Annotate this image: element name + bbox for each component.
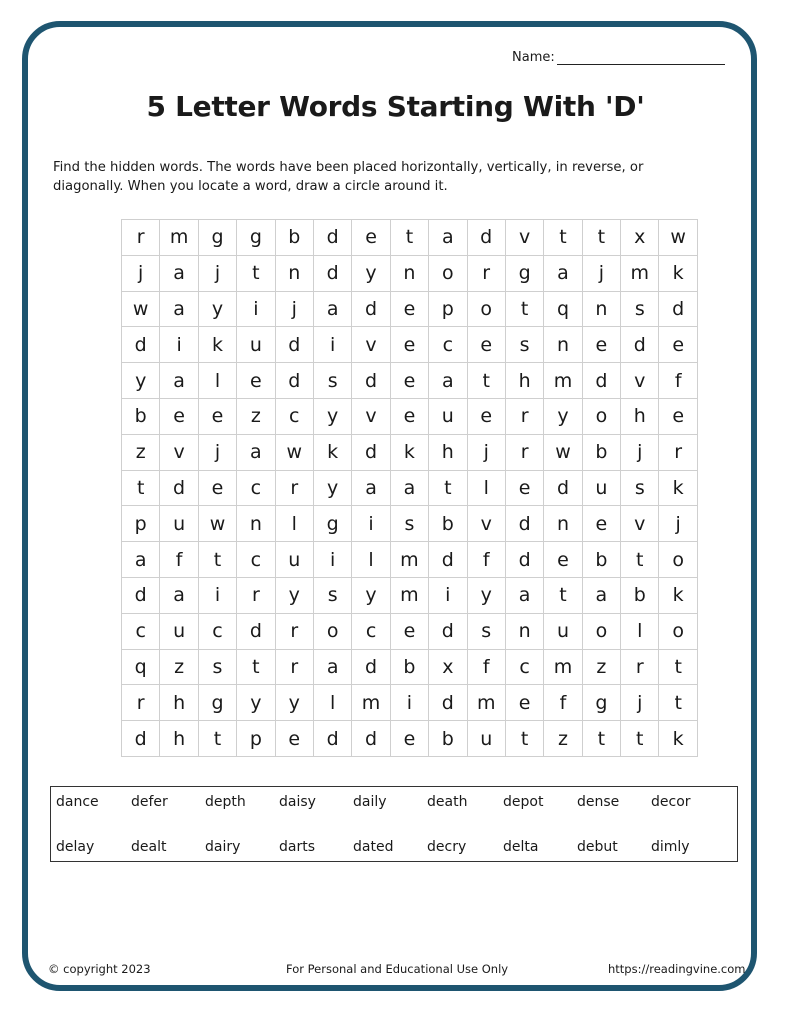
- grid-cell[interactable]: i: [352, 506, 390, 542]
- grid-cell[interactable]: g: [198, 220, 236, 256]
- grid-cell[interactable]: f: [544, 685, 582, 721]
- page-title: 5 Letter Words Starting With 'D': [146, 90, 645, 123]
- grid-cell[interactable]: o: [582, 398, 620, 434]
- grid-cell[interactable]: e: [659, 327, 697, 363]
- grid-cell[interactable]: e: [505, 685, 543, 721]
- grid-cell[interactable]: b: [122, 398, 160, 434]
- grid-cell[interactable]: p: [122, 506, 160, 542]
- grid-cell[interactable]: t: [505, 291, 543, 327]
- grid-cell[interactable]: y: [352, 255, 390, 291]
- grid-cell[interactable]: v: [621, 506, 659, 542]
- grid-cell[interactable]: e: [198, 398, 236, 434]
- grid-cell[interactable]: g: [582, 685, 620, 721]
- grid-cell[interactable]: n: [390, 255, 428, 291]
- grid-cell[interactable]: r: [275, 613, 313, 649]
- grid-cell[interactable]: b: [582, 434, 620, 470]
- grid-cell[interactable]: d: [122, 721, 160, 757]
- word-list-item: dealt: [131, 839, 167, 855]
- word-list-item: debut: [577, 839, 618, 855]
- grid-cell[interactable]: y: [313, 398, 351, 434]
- grid-cell[interactable]: a: [429, 363, 467, 399]
- grid-row: [122, 685, 698, 721]
- grid-cell[interactable]: a: [160, 291, 198, 327]
- grid-cell[interactable]: e: [659, 398, 697, 434]
- grid-cell[interactable]: e: [544, 542, 582, 578]
- grid-cell[interactable]: t: [659, 685, 697, 721]
- name-field[interactable]: [512, 50, 725, 65]
- grid-cell[interactable]: k: [659, 470, 697, 506]
- grid-cell[interactable]: r: [467, 255, 505, 291]
- grid-cell[interactable]: p: [429, 291, 467, 327]
- grid-cell[interactable]: k: [390, 434, 428, 470]
- grid-cell[interactable]: s: [505, 327, 543, 363]
- grid-cell[interactable]: j: [621, 434, 659, 470]
- grid-cell[interactable]: l: [275, 506, 313, 542]
- grid-cell[interactable]: s: [198, 649, 236, 685]
- grid-cell[interactable]: h: [160, 685, 198, 721]
- grid-cell[interactable]: j: [621, 685, 659, 721]
- grid-cell[interactable]: f: [659, 363, 697, 399]
- grid-cell[interactable]: w: [544, 434, 582, 470]
- grid-cell[interactable]: r: [505, 434, 543, 470]
- grid-cell[interactable]: i: [237, 291, 275, 327]
- grid-cell[interactable]: j: [122, 255, 160, 291]
- grid-cell[interactable]: u: [429, 398, 467, 434]
- grid-row: [122, 506, 698, 542]
- grid-cell[interactable]: c: [352, 613, 390, 649]
- grid-cell[interactable]: n: [544, 327, 582, 363]
- grid-cell[interactable]: t: [390, 220, 428, 256]
- grid-cell[interactable]: y: [198, 291, 236, 327]
- grid-cell[interactable]: m: [352, 685, 390, 721]
- grid-cell[interactable]: t: [505, 721, 543, 757]
- grid-cell[interactable]: a: [544, 255, 582, 291]
- grid-cell[interactable]: t: [237, 649, 275, 685]
- word-list-item: decry: [427, 839, 467, 855]
- grid-cell[interactable]: i: [390, 685, 428, 721]
- grid-cell[interactable]: d: [313, 255, 351, 291]
- grid-cell[interactable]: t: [198, 721, 236, 757]
- grid-cell[interactable]: e: [467, 327, 505, 363]
- grid-cell[interactable]: l: [352, 542, 390, 578]
- grid-cell[interactable]: e: [390, 327, 428, 363]
- grid-cell[interactable]: j: [582, 255, 620, 291]
- grid-cell[interactable]: o: [582, 613, 620, 649]
- grid-cell[interactable]: v: [505, 220, 543, 256]
- word-list-item: dated: [353, 839, 394, 855]
- grid-cell[interactable]: j: [659, 506, 697, 542]
- grid-cell[interactable]: v: [352, 327, 390, 363]
- grid-cell[interactable]: e: [352, 220, 390, 256]
- grid-cell[interactable]: c: [122, 613, 160, 649]
- grid-cell[interactable]: e: [467, 398, 505, 434]
- grid-cell[interactable]: c: [198, 613, 236, 649]
- word-list-item: depth: [205, 794, 246, 810]
- grid-cell[interactable]: d: [352, 721, 390, 757]
- grid-cell[interactable]: d: [429, 542, 467, 578]
- grid-cell[interactable]: k: [313, 434, 351, 470]
- grid-cell[interactable]: z: [160, 649, 198, 685]
- instructions: Find the hidden words. The words have been placed horizontally, vertically, in reverse, or diagonally. When you locate a word, draw a circle around it.: [53, 160, 644, 194]
- grid-cell[interactable]: e: [582, 506, 620, 542]
- grid-cell[interactable]: r: [122, 685, 160, 721]
- footer-copyright: © copyright 2023: [48, 962, 151, 976]
- grid-cell[interactable]: n: [582, 291, 620, 327]
- grid-cell[interactable]: d: [237, 613, 275, 649]
- grid-row: [122, 255, 698, 291]
- grid-cell[interactable]: y: [352, 577, 390, 613]
- grid-cell[interactable]: y: [275, 577, 313, 613]
- grid-cell[interactable]: t: [582, 220, 620, 256]
- grid-cell[interactable]: n: [237, 506, 275, 542]
- grid-cell[interactable]: b: [582, 542, 620, 578]
- grid-cell[interactable]: y: [275, 685, 313, 721]
- grid-row: [122, 613, 698, 649]
- grid-cell[interactable]: q: [544, 291, 582, 327]
- grid-cell[interactable]: i: [313, 327, 351, 363]
- word-search-grid: [121, 219, 698, 757]
- grid-cell[interactable]: s: [390, 506, 428, 542]
- word-list-item: dimly: [651, 839, 690, 855]
- grid-cell[interactable]: d: [505, 506, 543, 542]
- grid-cell[interactable]: o: [429, 255, 467, 291]
- grid-cell[interactable]: b: [429, 506, 467, 542]
- grid-cell[interactable]: d: [313, 220, 351, 256]
- word-list-item: dense: [577, 794, 620, 810]
- grid-cell[interactable]: l: [621, 613, 659, 649]
- grid-cell[interactable]: u: [275, 542, 313, 578]
- grid-cell[interactable]: a: [390, 470, 428, 506]
- grid-cell[interactable]: i: [313, 542, 351, 578]
- grid-cell[interactable]: y: [313, 470, 351, 506]
- grid-cell[interactable]: z: [237, 398, 275, 434]
- grid-cell[interactable]: l: [467, 470, 505, 506]
- grid-cell[interactable]: e: [198, 470, 236, 506]
- grid-row: [122, 434, 698, 470]
- grid-cell[interactable]: u: [467, 721, 505, 757]
- grid-cell[interactable]: u: [160, 506, 198, 542]
- grid-cell[interactable]: s: [621, 470, 659, 506]
- grid-cell[interactable]: e: [237, 363, 275, 399]
- grid-cell[interactable]: a: [122, 542, 160, 578]
- grid-row: [122, 577, 698, 613]
- grid-cell[interactable]: h: [429, 434, 467, 470]
- grid-cell[interactable]: r: [237, 577, 275, 613]
- grid-cell[interactable]: e: [275, 721, 313, 757]
- grid-cell[interactable]: a: [160, 363, 198, 399]
- grid-cell[interactable]: e: [390, 363, 428, 399]
- grid-cell[interactable]: m: [390, 542, 428, 578]
- grid-cell[interactable]: w: [275, 434, 313, 470]
- grid-cell[interactable]: y: [544, 398, 582, 434]
- word-list-item: dairy: [205, 839, 241, 855]
- grid-cell[interactable]: k: [659, 721, 697, 757]
- grid-row: [122, 327, 698, 363]
- grid-cell[interactable]: e: [505, 470, 543, 506]
- grid-cell[interactable]: d: [352, 649, 390, 685]
- grid-cell[interactable]: e: [390, 398, 428, 434]
- grid-cell[interactable]: d: [122, 577, 160, 613]
- grid-cell[interactable]: d: [160, 470, 198, 506]
- grid-cell[interactable]: d: [582, 363, 620, 399]
- grid-cell[interactable]: m: [621, 255, 659, 291]
- grid-cell[interactable]: b: [621, 577, 659, 613]
- grid-row: [122, 721, 698, 757]
- grid-cell[interactable]: r: [275, 649, 313, 685]
- grid-cell[interactable]: y: [237, 685, 275, 721]
- grid-cell[interactable]: t: [544, 577, 582, 613]
- grid-cell[interactable]: m: [467, 685, 505, 721]
- grid-cell[interactable]: v: [621, 363, 659, 399]
- grid-cell[interactable]: w: [659, 220, 697, 256]
- grid-cell[interactable]: d: [352, 434, 390, 470]
- grid-cell[interactable]: y: [467, 577, 505, 613]
- grid-cell[interactable]: r: [621, 649, 659, 685]
- grid-cell[interactable]: z: [122, 434, 160, 470]
- grid-cell[interactable]: r: [505, 398, 543, 434]
- grid-cell[interactable]: s: [467, 613, 505, 649]
- grid-cell[interactable]: z: [544, 721, 582, 757]
- word-list-box: [50, 786, 738, 862]
- grid-cell[interactable]: m: [544, 363, 582, 399]
- grid-cell[interactable]: v: [160, 434, 198, 470]
- grid-cell[interactable]: j: [275, 291, 313, 327]
- grid-cell[interactable]: j: [198, 255, 236, 291]
- grid-cell[interactable]: e: [390, 291, 428, 327]
- grid-cell[interactable]: r: [275, 470, 313, 506]
- grid-cell[interactable]: m: [160, 220, 198, 256]
- grid-cell[interactable]: i: [429, 577, 467, 613]
- grid-cell[interactable]: u: [582, 470, 620, 506]
- grid-cell[interactable]: v: [352, 398, 390, 434]
- grid-cell[interactable]: e: [390, 721, 428, 757]
- grid-cell[interactable]: n: [275, 255, 313, 291]
- grid-cell[interactable]: g: [237, 220, 275, 256]
- grid-cell[interactable]: a: [313, 291, 351, 327]
- grid-cell[interactable]: t: [582, 721, 620, 757]
- word-list-item: depot: [503, 794, 544, 810]
- grid-cell[interactable]: h: [505, 363, 543, 399]
- grid-cell[interactable]: t: [659, 649, 697, 685]
- grid-cell[interactable]: l: [198, 363, 236, 399]
- word-list-item: death: [427, 794, 468, 810]
- grid-cell[interactable]: o: [313, 613, 351, 649]
- grid-cell[interactable]: b: [275, 220, 313, 256]
- grid-cell[interactable]: n: [544, 506, 582, 542]
- grid-cell[interactable]: j: [467, 434, 505, 470]
- grid-cell[interactable]: a: [237, 434, 275, 470]
- grid-cell[interactable]: d: [621, 327, 659, 363]
- grid-row: [122, 398, 698, 434]
- word-list-item: dance: [56, 794, 99, 810]
- grid-cell[interactable]: l: [313, 685, 351, 721]
- grid-cell[interactable]: s: [621, 291, 659, 327]
- grid-cell[interactable]: b: [429, 721, 467, 757]
- word-list-item: delta: [503, 839, 539, 855]
- grid-cell[interactable]: p: [237, 721, 275, 757]
- footer-url[interactable]: https://readingvine.com: [608, 962, 746, 976]
- grid-cell[interactable]: f: [160, 542, 198, 578]
- grid-cell[interactable]: u: [160, 613, 198, 649]
- grid-cell[interactable]: s: [313, 363, 351, 399]
- grid-cell[interactable]: q: [122, 649, 160, 685]
- grid-cell[interactable]: c: [237, 470, 275, 506]
- grid-cell[interactable]: f: [467, 649, 505, 685]
- grid-cell[interactable]: d: [505, 542, 543, 578]
- grid-row: [122, 470, 698, 506]
- grid-cell[interactable]: d: [275, 327, 313, 363]
- name-blank-line[interactable]: [557, 52, 725, 65]
- grid-cell[interactable]: t: [237, 255, 275, 291]
- word-list-item: darts: [279, 839, 316, 855]
- grid-row: [122, 649, 698, 685]
- grid-cell[interactable]: d: [275, 363, 313, 399]
- word-list-item: delay: [56, 839, 95, 855]
- grid-cell[interactable]: a: [160, 255, 198, 291]
- grid-cell[interactable]: x: [621, 220, 659, 256]
- grid-cell[interactable]: g: [198, 685, 236, 721]
- grid-cell[interactable]: c: [275, 398, 313, 434]
- grid-cell[interactable]: t: [621, 542, 659, 578]
- grid-cell[interactable]: c: [505, 649, 543, 685]
- grid-cell[interactable]: w: [122, 291, 160, 327]
- grid-cell[interactable]: e: [582, 327, 620, 363]
- grid-cell[interactable]: d: [659, 291, 697, 327]
- grid-cell[interactable]: d: [352, 291, 390, 327]
- grid-cell[interactable]: t: [122, 470, 160, 506]
- word-list-item: daily: [353, 794, 387, 810]
- grid-cell[interactable]: m: [390, 577, 428, 613]
- grid-cell[interactable]: a: [160, 577, 198, 613]
- grid-cell[interactable]: k: [659, 577, 697, 613]
- word-list-item: defer: [131, 794, 168, 810]
- grid-cell[interactable]: d: [467, 220, 505, 256]
- grid-cell[interactable]: m: [544, 649, 582, 685]
- grid-row: [122, 542, 698, 578]
- grid-cell[interactable]: a: [352, 470, 390, 506]
- grid-cell[interactable]: d: [544, 470, 582, 506]
- grid-cell[interactable]: d: [429, 613, 467, 649]
- grid-cell[interactable]: f: [467, 542, 505, 578]
- grid-cell[interactable]: g: [505, 255, 543, 291]
- grid-cell[interactable]: e: [390, 613, 428, 649]
- grid-cell[interactable]: i: [160, 327, 198, 363]
- word-list-item: daisy: [279, 794, 316, 810]
- grid-cell[interactable]: d: [313, 721, 351, 757]
- word-list-item: decor: [651, 794, 691, 810]
- grid-cell[interactable]: v: [467, 506, 505, 542]
- grid-cell[interactable]: a: [505, 577, 543, 613]
- grid-cell[interactable]: c: [429, 327, 467, 363]
- grid-cell[interactable]: g: [313, 506, 351, 542]
- grid-cell[interactable]: w: [198, 506, 236, 542]
- grid-cell[interactable]: u: [544, 613, 582, 649]
- grid-cell[interactable]: j: [198, 434, 236, 470]
- grid-cell[interactable]: n: [505, 613, 543, 649]
- grid-cell[interactable]: a: [582, 577, 620, 613]
- grid-cell[interactable]: t: [429, 470, 467, 506]
- grid-cell[interactable]: d: [352, 363, 390, 399]
- grid-cell[interactable]: b: [390, 649, 428, 685]
- grid-cell[interactable]: h: [160, 721, 198, 757]
- grid-cell[interactable]: e: [160, 398, 198, 434]
- grid-cell[interactable]: z: [582, 649, 620, 685]
- grid-cell[interactable]: s: [313, 577, 351, 613]
- grid-cell[interactable]: h: [621, 398, 659, 434]
- grid-cell[interactable]: r: [659, 434, 697, 470]
- grid-cell[interactable]: k: [198, 327, 236, 363]
- grid-cell[interactable]: a: [429, 220, 467, 256]
- grid-cell[interactable]: t: [544, 220, 582, 256]
- grid-row: [122, 291, 698, 327]
- footer-usage: For Personal and Educational Use Only: [286, 962, 509, 976]
- grid-cell[interactable]: k: [659, 255, 697, 291]
- grid-row: [122, 220, 698, 256]
- grid-cell[interactable]: u: [237, 327, 275, 363]
- grid-cell[interactable]: o: [659, 542, 697, 578]
- name-label: Name:: [512, 50, 555, 65]
- grid-cell[interactable]: y: [122, 363, 160, 399]
- grid-cell[interactable]: t: [198, 542, 236, 578]
- grid-cell[interactable]: o: [659, 613, 697, 649]
- grid-cell[interactable]: a: [313, 649, 351, 685]
- grid-row: [122, 363, 698, 399]
- grid-cell[interactable]: t: [621, 721, 659, 757]
- grid-cell[interactable]: d: [429, 685, 467, 721]
- grid-cell[interactable]: r: [122, 220, 160, 256]
- grid-cell[interactable]: c: [237, 542, 275, 578]
- grid-cell[interactable]: t: [467, 363, 505, 399]
- grid-cell[interactable]: o: [467, 291, 505, 327]
- grid-cell[interactable]: d: [122, 327, 160, 363]
- grid-cell[interactable]: i: [198, 577, 236, 613]
- grid-cell[interactable]: x: [429, 649, 467, 685]
